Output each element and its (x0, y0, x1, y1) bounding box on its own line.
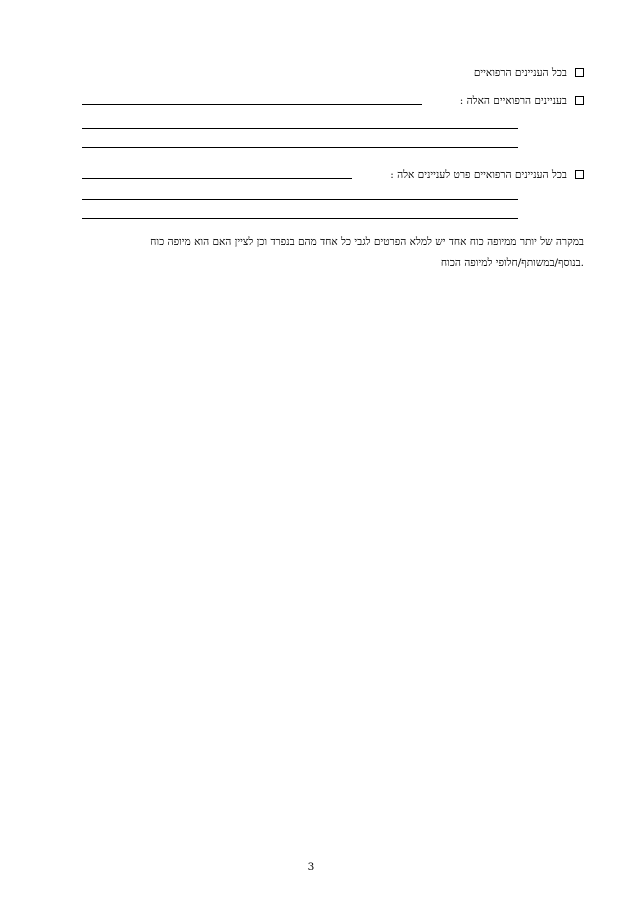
checkbox-all-except-matters[interactable] (575, 170, 584, 179)
checkbox-specific-medical-matters[interactable] (575, 96, 584, 105)
fill-line[interactable] (82, 218, 518, 219)
option-label: בעניינים הרפואיים האלה : (459, 95, 567, 107)
option-specific-medical-matters (460, 94, 584, 108)
instruction-line-1: במקרה של יותר ממיופה כוח אחד יש למלא הפרטים לגבי כל אחד מהם בנפרד וכן לציין האם הוא מיופה כוח (150, 236, 584, 248)
instruction-line-2: .בנוסף/במשותף/חלופי למיופה הכוח (440, 257, 584, 269)
fill-line[interactable] (82, 178, 352, 179)
option-label: בכל העניינים הרפואיים (473, 67, 567, 79)
fill-line[interactable] (82, 128, 518, 129)
option-all-medical-matters (474, 66, 584, 80)
fill-line[interactable] (82, 199, 518, 200)
checkbox-all-medical-matters[interactable] (575, 68, 584, 77)
option-all-except-matters (390, 168, 584, 182)
page-number: 3 (307, 861, 315, 873)
option-label: בכל העניינים הרפואיים פרט לעניינים אלה : (390, 169, 567, 181)
fill-line[interactable] (82, 147, 518, 148)
fill-line[interactable] (82, 104, 422, 105)
